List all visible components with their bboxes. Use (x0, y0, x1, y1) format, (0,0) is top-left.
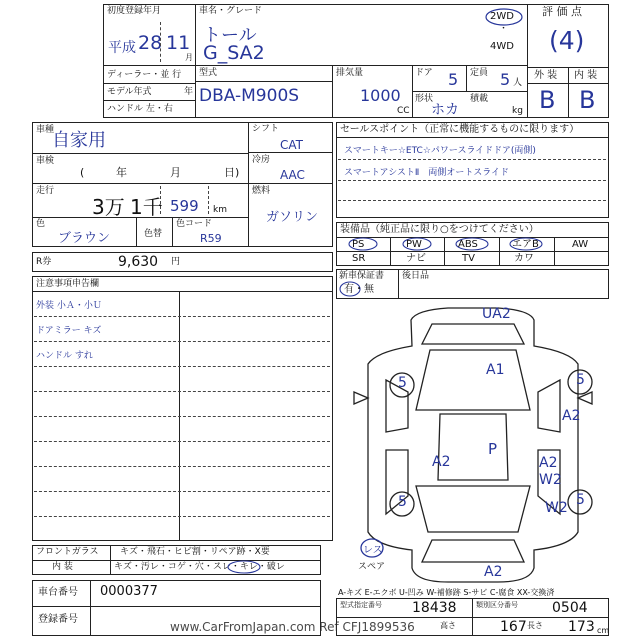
equip-abs: ABS (458, 239, 478, 250)
mileage-man: 3万 (92, 195, 125, 219)
fuel: ガソリン (266, 210, 319, 225)
height-value: 167 (500, 619, 527, 635)
cc-unit: CC (397, 106, 410, 116)
equip-aw: AW (572, 239, 589, 250)
reg-month: 11 (166, 32, 191, 54)
car-name-label: 車名・グレード (199, 6, 263, 16)
equip-ps: PS (352, 239, 365, 250)
mark-bottom: A2 (484, 564, 503, 580)
note-line-2: ドアミラー キズ (36, 326, 102, 336)
mark-top: UA2 (482, 306, 511, 322)
interior-damage-value: キズ・汚レ・コゲ・穴・スレ・キレ・破レ (114, 562, 285, 572)
car-name: トール (203, 25, 257, 46)
model-label: 型式 (199, 68, 218, 78)
load-label: 積載 (470, 94, 489, 104)
inspection-month-unit: 月 (170, 166, 181, 179)
drive-2wd: 2WD (490, 11, 514, 22)
note-line-3: ハンドル すれ (36, 351, 93, 361)
recycle-unit: 円 (171, 257, 181, 267)
warranty-label: 新車保証書 (339, 271, 385, 281)
damage-legend: A-キズ E-エクボ U-凹み W-補修跡 S-サビ C-腐食 XX-交換済 (338, 588, 555, 597)
length-unit: cm (597, 626, 610, 635)
watermark: www.CarFromJapan.com Ref CFJ1899536 (170, 620, 415, 634)
chassis-number: 0000377 (100, 584, 158, 599)
doors: 5 (448, 70, 459, 89)
first-reg-label: 初度登録年月 (107, 6, 162, 16)
after-items-label: 後日品 (402, 271, 430, 281)
sales-point-1: スマートキー☆ETC☆パワースライドドア(両側) (344, 146, 536, 156)
grade: G_SA2 (203, 42, 265, 64)
exterior-label: 外 装 (534, 70, 558, 81)
sales-points-title: セールスポイント（正常に機能するものに限ります） (340, 124, 580, 135)
equip-navi: ナビ (406, 253, 426, 264)
equip-tv: TV (462, 253, 475, 264)
inspection-label: 車検 (36, 156, 55, 166)
shift-label: シフト (252, 124, 280, 134)
length-label: 長さ (527, 621, 543, 630)
color-change-label: 色替 (144, 229, 163, 239)
paren-open: ( (80, 166, 85, 179)
mark-a1: A1 (486, 362, 505, 378)
capacity-unit: 人 (513, 78, 523, 88)
equipment-title: 装備品（純正品に限り○をつけてください） (340, 224, 539, 235)
score: (4) (549, 26, 585, 55)
exterior-grade: B (539, 86, 556, 114)
recycle-value: 9,630 (118, 254, 159, 270)
tire-front-right: 5 (576, 372, 585, 388)
shape-label: 形状 (415, 94, 434, 104)
fuel-label: 燃料 (252, 186, 271, 196)
dealer-label: ディーラー・並 行 (107, 70, 182, 80)
recycle-label: R券 (36, 257, 52, 267)
inspection-day-unit: 日) (224, 166, 240, 179)
color-label: 色 (36, 219, 46, 229)
color-code-label: 色コード (176, 219, 213, 229)
shape: ホカ (431, 102, 459, 118)
vehicle-type: 自家用 (52, 130, 106, 151)
note-line-1: 外装 小Ａ・小Ｕ (36, 301, 102, 311)
score-label: 評 価 点 (542, 5, 582, 18)
mileage-label: 走行 (36, 186, 55, 196)
mark-a2-right: A2 (562, 408, 581, 424)
reg-number-label: 登録番号 (38, 614, 78, 625)
front-glass-value: キズ・飛石・ヒビ割・リペア跡・X要 (120, 547, 270, 557)
spare-label: スペア (358, 562, 386, 572)
vehicle-type-label: 車種 (36, 125, 55, 135)
notes-title: 注意事項申告欄 (36, 279, 100, 289)
mark-a2-right-low: A2 (539, 455, 558, 471)
class-number: 0504 (552, 600, 588, 616)
tire-front-left: 5 (398, 375, 407, 391)
length-value: 173 (568, 619, 595, 635)
month-unit: 月 (185, 53, 193, 62)
color-code: R59 (200, 232, 222, 245)
inspection-year-unit: 年 (116, 166, 127, 179)
displacement: 1000 (360, 86, 401, 105)
mileage-rest: 599 (170, 197, 199, 215)
model-cert-label: 型式指定番号 (340, 601, 382, 609)
tire-rear-left: 5 (398, 494, 407, 510)
capacity: 5 (500, 70, 511, 89)
sales-point-2: スマートアシストⅡ 両側オートスライド (344, 168, 509, 178)
mark-w2-a: W2 (539, 472, 562, 488)
equip-pw: PW (406, 239, 422, 250)
aircon: AAC (280, 168, 305, 182)
drive-4wd: 4WD (490, 41, 514, 52)
warranty-value: 有・無 (344, 284, 374, 295)
interior-label: 内 装 (574, 70, 598, 81)
mark-p: P (488, 440, 498, 458)
year-suffix: 年 (184, 87, 194, 97)
era: 平成 (108, 40, 136, 56)
drive-dot: ・ (499, 24, 509, 34)
model: DBA-M900S (199, 86, 300, 106)
equip-sr: SR (352, 253, 366, 264)
capacity-label: 定員 (470, 68, 489, 78)
model-cert-number: 18438 (412, 600, 457, 616)
mark-w2-b: W2 (545, 500, 568, 516)
equip-leather: カワ (514, 253, 534, 264)
shift: CAT (280, 138, 303, 152)
height-label: 高さ (440, 621, 456, 630)
kg-unit: kg (512, 106, 523, 116)
tire-rear-right: 5 (576, 492, 585, 508)
reg-year: 28 (138, 32, 163, 54)
spare-mark: レス (363, 545, 383, 556)
mileage-sen: 1千 (130, 195, 163, 219)
class-label: 類別区分番号 (476, 601, 518, 609)
mark-a2-left: A2 (432, 454, 451, 470)
front-glass-label: フロントガラス (36, 547, 99, 557)
door-label: ドア (415, 68, 433, 78)
recycle-frame (32, 252, 333, 272)
model-year-label: モデル年式 (107, 87, 152, 97)
handle-label: ハンドル 左・右 (107, 104, 173, 114)
aircon-label: 冷房 (252, 155, 271, 165)
color: ブラウン (58, 231, 111, 246)
interior-damage-label: 内 装 (52, 562, 73, 572)
equip-airbag: エアB (512, 239, 539, 250)
interior-grade: B (579, 86, 596, 114)
km-unit: km (213, 205, 227, 215)
displacement-label: 排気量 (336, 68, 364, 78)
interior-sure-circle-icon (226, 560, 262, 575)
chassis-label: 車台番号 (38, 587, 78, 598)
